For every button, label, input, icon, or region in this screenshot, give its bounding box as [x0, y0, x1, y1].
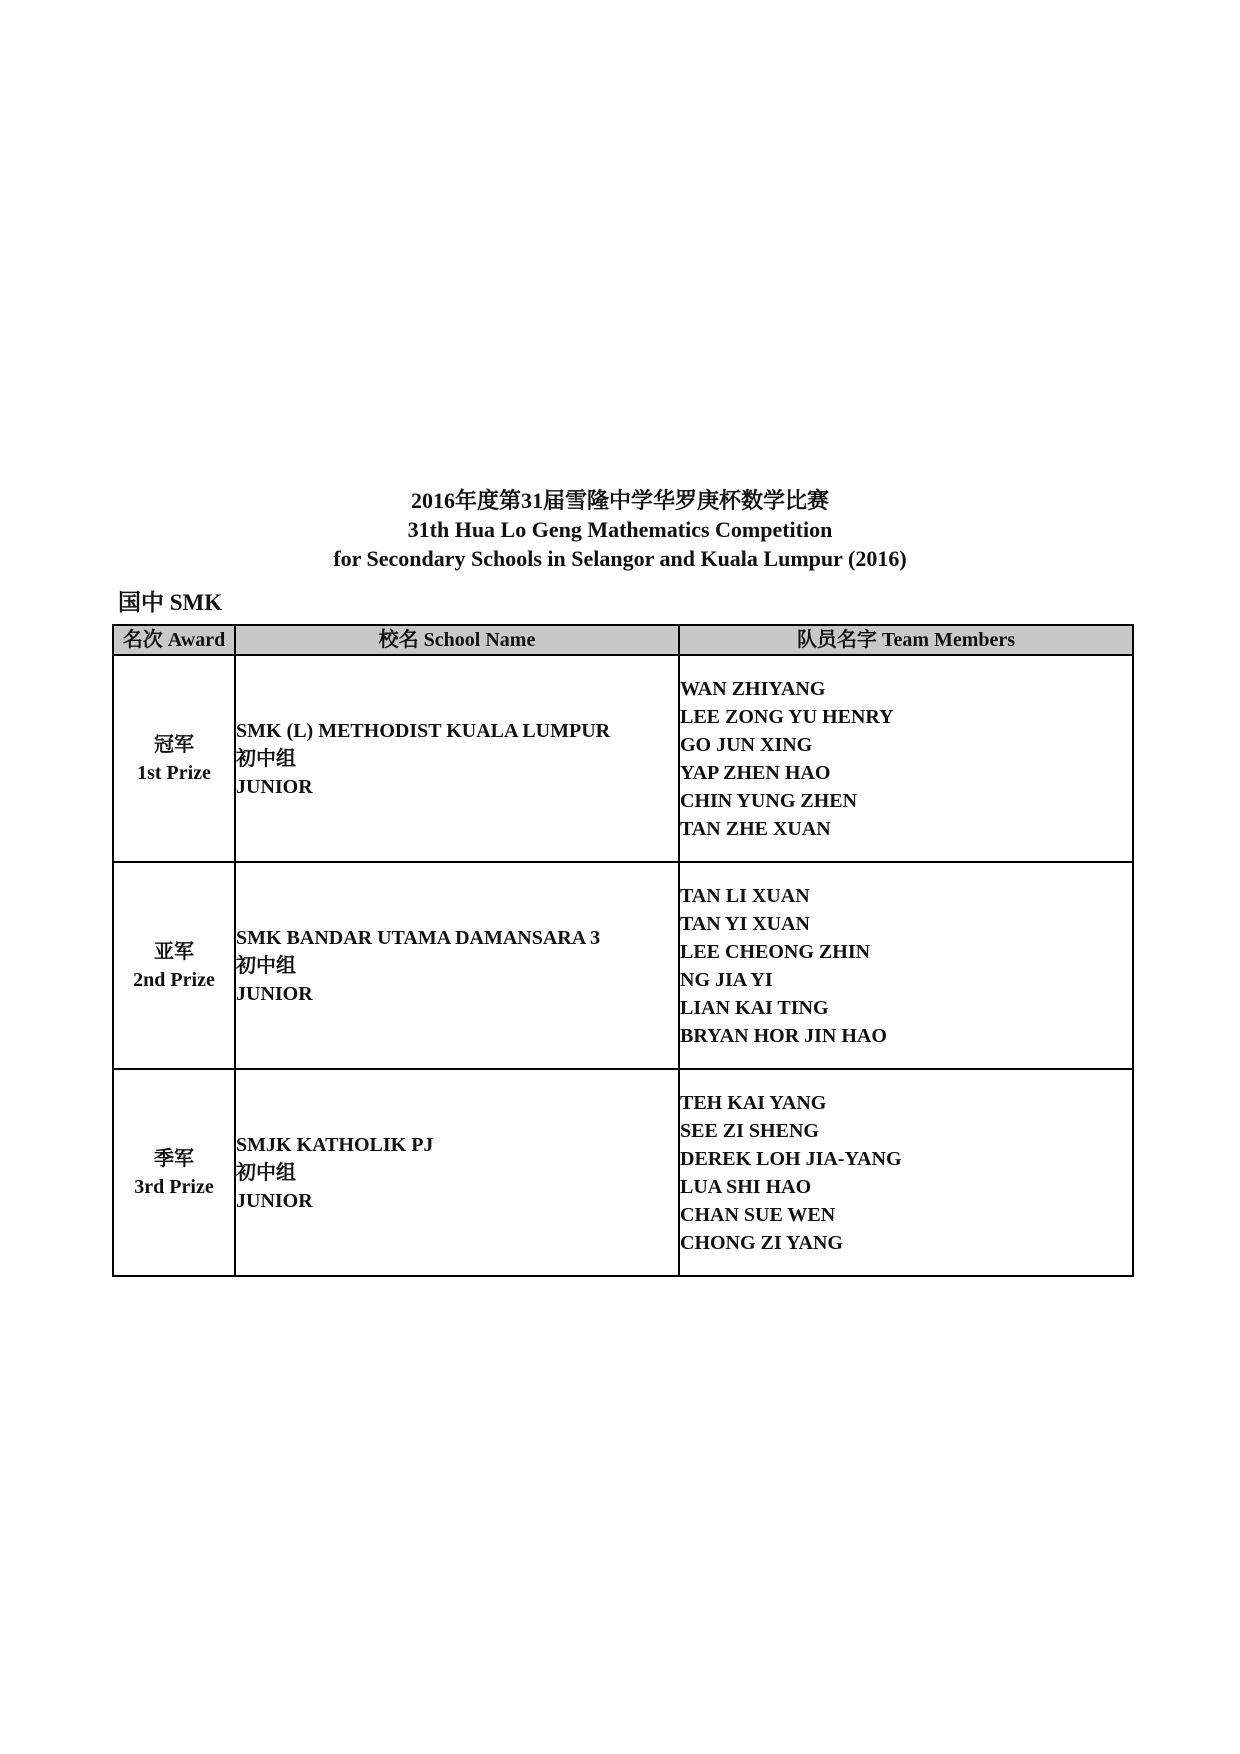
table-row — [113, 1069, 1133, 1276]
members-cell — [679, 655, 1133, 862]
team-member: LEE CHEONG ZHIN — [680, 940, 871, 963]
table-header-row — [113, 625, 1133, 655]
school-cell — [235, 1069, 679, 1276]
award-chinese: 亚军 — [154, 940, 194, 963]
table-row — [113, 655, 1133, 862]
team-member: TEH KAI YANG — [680, 1091, 827, 1114]
title-english: 31th Hua Lo Geng Mathematics Competition — [407, 517, 833, 542]
team-member: WAN ZHIYANG — [680, 677, 826, 700]
group-english: JUNIOR — [236, 1189, 313, 1212]
team-member: DEREK LOH JIA-YANG — [680, 1147, 902, 1170]
header-award: 名次 Award — [113, 625, 235, 655]
team-member: TAN YI XUAN — [680, 912, 810, 935]
header-school-name: 校名 School Name — [235, 625, 679, 655]
school-name: SMK BANDAR UTAMA DAMANSARA 3 — [236, 926, 601, 949]
award-chinese: 冠军 — [154, 733, 194, 756]
group-chinese: 初中组 — [236, 747, 296, 770]
header-team-members: 队员名字 Team Members — [679, 625, 1133, 655]
group-english: JUNIOR — [236, 982, 313, 1005]
section-label: 国中 SMK — [118, 590, 223, 615]
team-member: CHIN YUNG ZHEN — [680, 789, 858, 812]
team-member: NG JIA YI — [680, 968, 773, 991]
award-cell — [113, 862, 235, 1069]
results-table — [112, 624, 1134, 1277]
group-english: JUNIOR — [236, 775, 313, 798]
award-english: 2nd Prize — [133, 968, 215, 991]
subtitle-english: for Secondary Schools in Selangor and Kuala Lumpur (2016) — [333, 546, 907, 571]
document-title-block — [0, 486, 1240, 573]
school-cell — [235, 655, 679, 862]
members-cell — [679, 1069, 1133, 1276]
award-chinese: 季军 — [154, 1147, 194, 1170]
school-cell — [235, 862, 679, 1069]
school-name: SMK (L) METHODIST KUALA LUMPUR — [236, 719, 611, 742]
award-cell — [113, 1069, 235, 1276]
members-cell — [679, 862, 1133, 1069]
award-english: 3rd Prize — [134, 1175, 214, 1198]
group-chinese: 初中组 — [236, 1161, 296, 1184]
group-chinese: 初中组 — [236, 954, 296, 977]
team-member: SEE ZI SHENG — [680, 1119, 819, 1142]
team-member: BRYAN HOR JIN HAO — [680, 1024, 887, 1047]
title-chinese: 2016年度第31届雪隆中学华罗庚杯数学比赛 — [410, 488, 829, 513]
team-member: LUA SHI HAO — [680, 1175, 812, 1198]
table-row — [113, 862, 1133, 1069]
team-member: GO JUN XING — [680, 733, 813, 756]
team-member: LEE ZONG YU HENRY — [680, 705, 894, 728]
award-english: 1st Prize — [137, 761, 211, 784]
team-member: YAP ZHEN HAO — [680, 761, 831, 784]
award-cell — [113, 655, 235, 862]
team-member: CHONG ZI YANG — [680, 1231, 843, 1254]
team-member: TAN ZHE XUAN — [680, 817, 831, 840]
team-member: LIAN KAI TING — [680, 996, 829, 1019]
team-member: CHAN SUE WEN — [680, 1203, 836, 1226]
school-name: SMJK KATHOLIK PJ — [236, 1133, 434, 1156]
team-member: TAN LI XUAN — [680, 884, 810, 907]
